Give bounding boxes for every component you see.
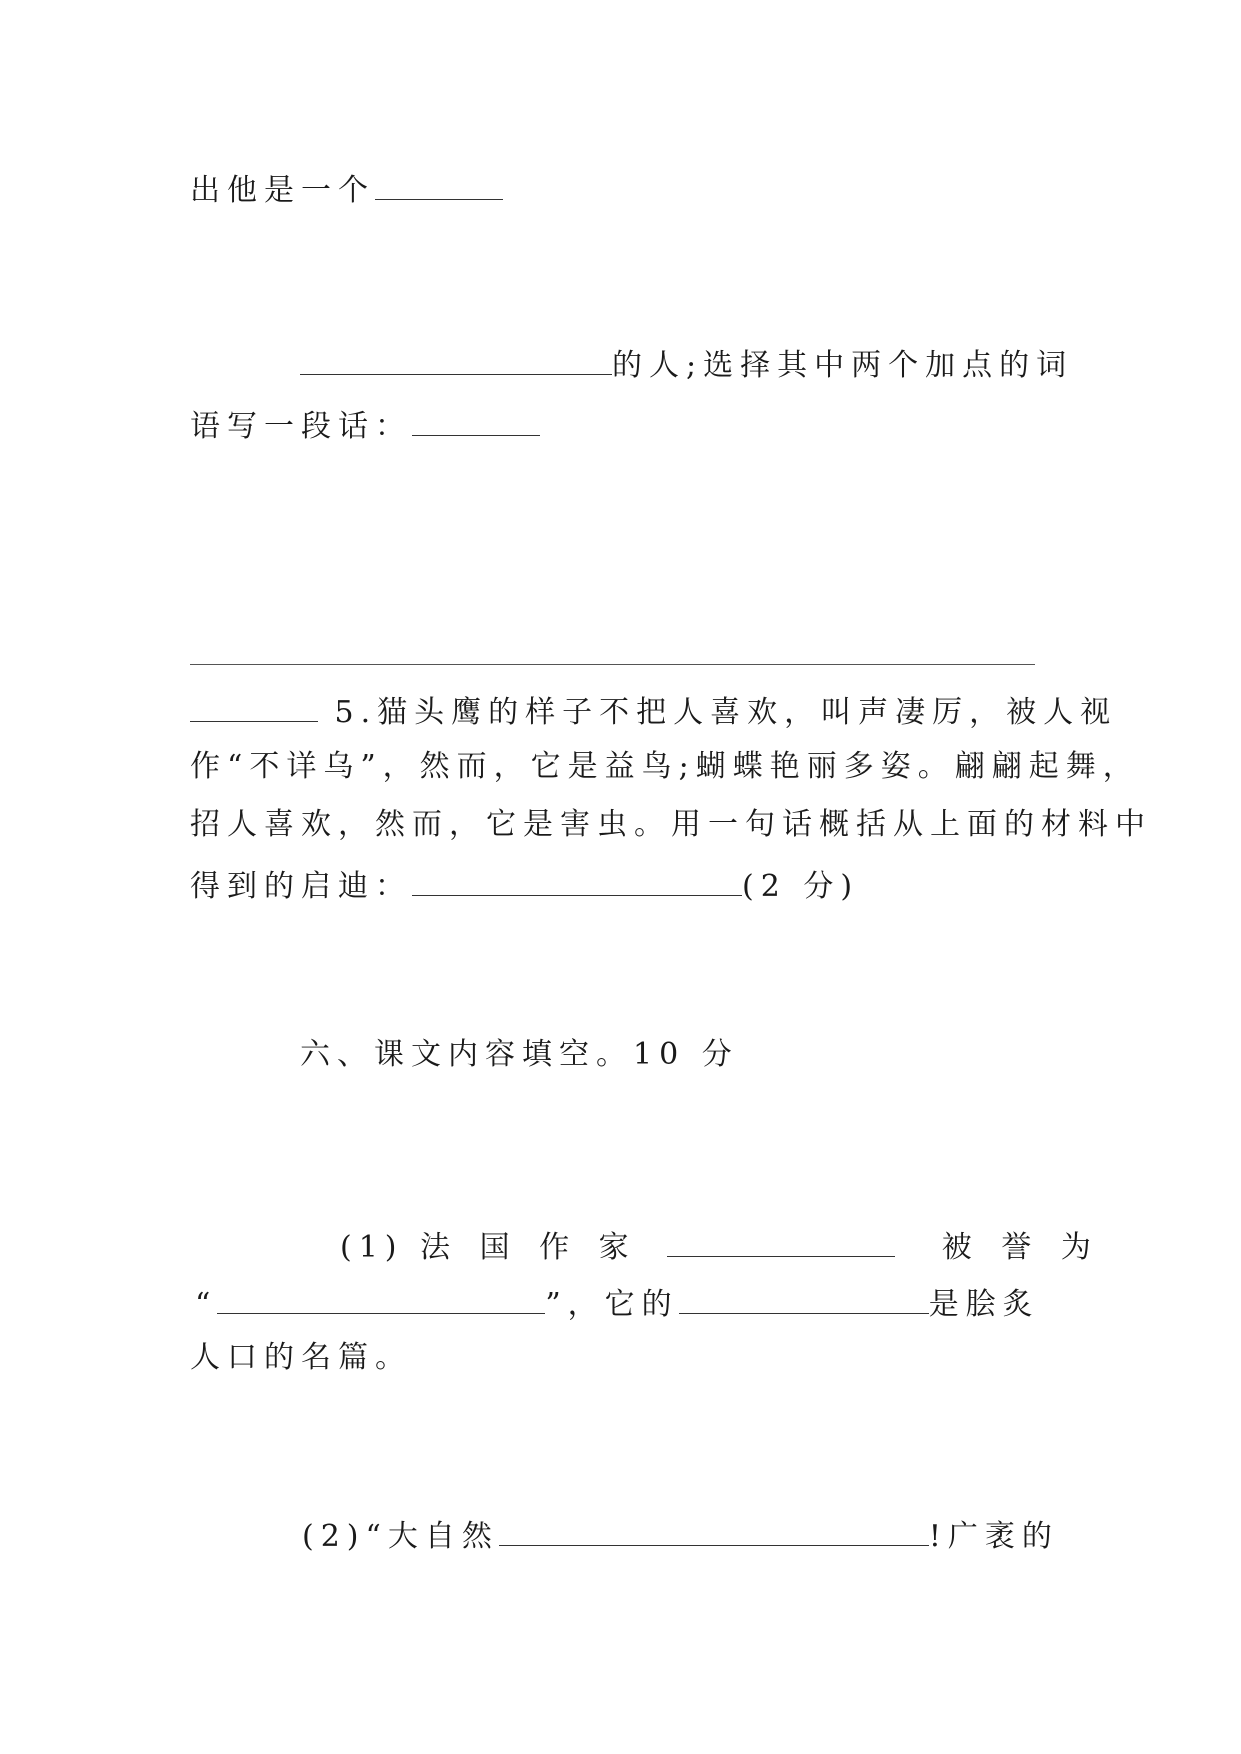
line-text: 被 誉 为 [941,1230,1101,1265]
blank-underline [667,1224,895,1257]
blank-underline [190,689,318,722]
text-line-3 [190,403,540,447]
text-line-10 [195,1281,1040,1325]
section-title: 六、课文内容填空。10 分 [300,1037,739,1072]
blank-underline [679,1281,929,1314]
answer-line [190,664,1035,665]
line-text: 人口的名篇。 [190,1340,412,1375]
line-text: !广袤的 [928,1519,1059,1554]
line-text: 招人喜欢，然而，它是害虫。用一句话概括从上面的材料中 [190,807,1152,842]
blank-underline [412,863,742,896]
text-line-7 [190,863,859,907]
line-text: 5.猫头鹰的样子不把人喜欢，叫声凄厉，被人视 [334,695,1118,730]
open-quote: “ [195,1287,218,1322]
line-text: 语写一段话： [190,409,412,444]
text-line-1 [190,167,503,211]
line-text: 的人;选择其中两个加点的词 [612,348,1074,383]
blank-underline [300,342,612,375]
blank-underline [217,1281,545,1314]
text-line-12 [302,1513,1059,1557]
line-text: 作“不详乌”，然而，它是益鸟;蝴蝶艳丽多姿。翩翩起舞， [190,749,1140,784]
text-line-2 [300,342,1073,386]
line-text: ”，它的 [545,1287,679,1322]
score-text: (2 分) [742,869,860,904]
line-text: (2)“大自然 [302,1519,499,1554]
blank-underline [412,403,540,436]
section-heading [300,1035,739,1075]
text-line-9 [340,1224,1101,1268]
line-text: 出他是一个 [190,173,375,208]
blank-underline [375,167,503,200]
item-number: (1) [340,1230,404,1265]
text-line-11 [190,1338,412,1378]
blank-underline [499,1513,929,1546]
line-text: 法 国 作 家 [420,1230,639,1265]
text-line-5 [190,747,1140,787]
line-text: 是脍炙 [928,1287,1040,1322]
text-line-4 [190,689,1117,733]
line-text: 得到的启迪： [190,869,412,904]
text-line-6 [190,805,1152,845]
